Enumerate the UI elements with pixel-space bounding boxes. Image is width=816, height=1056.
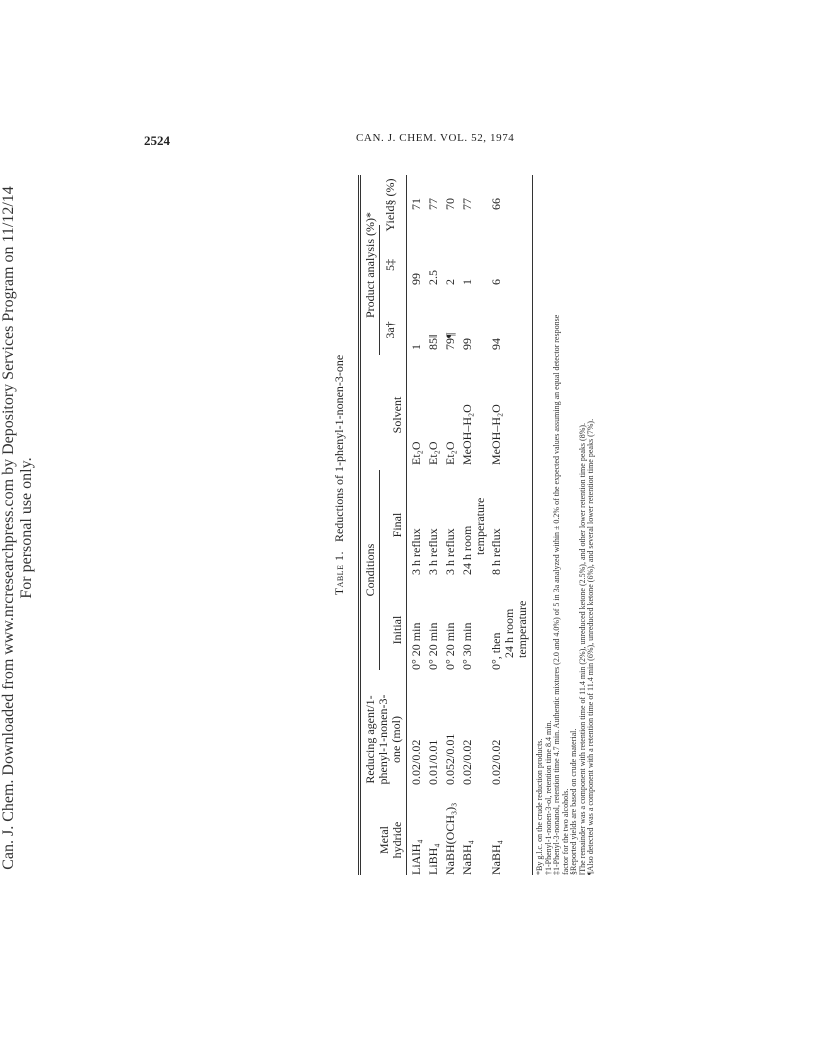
cell-3a: 79¶ bbox=[443, 332, 457, 350]
cell-solvent: MeOH–H₂O bbox=[460, 404, 474, 465]
cell-yield: 77 bbox=[426, 198, 440, 210]
footnote: *By g.l.c. on the crude reduction products. bbox=[535, 738, 544, 875]
cell-final: 8 h reflux bbox=[489, 528, 503, 575]
header-3a: 3a† bbox=[383, 321, 397, 339]
header-reducing-agent: Reducing agent/1- phenyl-1-nonen-3- one (mol) bbox=[363, 694, 403, 785]
cell-3a: 85‖ bbox=[426, 334, 440, 350]
cell-ratio: 0.02/0.02 bbox=[460, 739, 474, 785]
running-head: CAN. J. CHEM. VOL. 52, 1974 bbox=[356, 132, 515, 144]
cell-yield: 71 bbox=[409, 198, 423, 210]
watermark-line-2: For personal use only. bbox=[18, 457, 35, 599]
cell-5: 6 bbox=[489, 279, 503, 285]
cell-ratio: 0.02/0.02 bbox=[489, 739, 503, 785]
table-caption bbox=[332, 75, 347, 875]
table-label: Table 1. bbox=[332, 551, 346, 596]
cell-3a: 1 bbox=[409, 344, 423, 350]
header-metal-hydride: Metal hydride bbox=[377, 821, 404, 859]
footnote: §Reported yields are based on crude material. bbox=[569, 728, 578, 875]
footnote: ¶Also detected was a component with a retention time of 11.4 min (6%), unreduced ketone (6%), and several lower retention time peaks (7%). bbox=[586, 418, 595, 875]
cell-final: 24 h room temperature bbox=[460, 497, 487, 575]
header-final: Final bbox=[390, 512, 404, 538]
cell-solvent: Et₂O bbox=[409, 441, 423, 465]
table-title: Reductions of 1-phenyl-1-nonen-3-one bbox=[332, 354, 346, 543]
download-watermark bbox=[0, 0, 70, 1056]
header-initial: Initial bbox=[390, 615, 404, 645]
product-rule bbox=[379, 225, 380, 355]
footnote: ‖The remainder was a component with retention time of 11.4 min (2%), unreduced ketone (2.5%), and other lower retention time peaks (8%). bbox=[577, 422, 587, 875]
cell-3a: 99 bbox=[460, 338, 474, 350]
header-yield: Yield§ (%) bbox=[383, 178, 397, 232]
cell-initial: 0° 20 min bbox=[409, 622, 423, 670]
top-rule bbox=[358, 175, 361, 875]
cell-hydride: LiAlH₄ bbox=[409, 839, 423, 875]
cell-3a: 94 bbox=[489, 338, 503, 350]
header-conditions: Conditions bbox=[363, 543, 377, 597]
cell-initial: 0° 20 min bbox=[426, 622, 440, 670]
cell-ratio: 0.01/0.01 bbox=[426, 739, 440, 785]
table-footnotes bbox=[536, 175, 596, 875]
cell-hydride: NaBH(OCH₃)₃ bbox=[443, 802, 457, 875]
table-block bbox=[330, 75, 595, 875]
cell-5: 99 bbox=[409, 273, 423, 285]
cell-solvent: MeOH–H₂O bbox=[489, 404, 503, 465]
header-product-analysis: Product analysis (%)* bbox=[363, 212, 377, 318]
footnote: †1-Phenyl-1-nonen-3-ol, retention time 8.4 min. bbox=[543, 720, 553, 875]
header-bottom-rule bbox=[406, 175, 407, 875]
cell-final: 3 h reflux bbox=[443, 528, 457, 575]
header-solvent: Solvent bbox=[390, 396, 404, 434]
page-number: 2524 bbox=[144, 133, 170, 148]
footnote: factor for the two alcohols. bbox=[560, 788, 570, 875]
cell-5: 2 bbox=[443, 279, 457, 285]
table-bottom-rule bbox=[532, 175, 533, 875]
cell-initial: 0° 20 min bbox=[443, 622, 457, 670]
cell-yield: 66 bbox=[489, 198, 503, 210]
cell-yield: 77 bbox=[460, 198, 474, 210]
cell-hydride: LiBH₄ bbox=[426, 843, 440, 875]
cell-initial: 0° 30 min bbox=[460, 622, 474, 670]
cell-initial: 0°, then 24 h room temperature bbox=[489, 600, 529, 670]
cell-hydride: NaBH₄ bbox=[489, 840, 503, 875]
cell-hydride: NaBH₄ bbox=[460, 840, 474, 875]
cell-final: 3 h reflux bbox=[409, 528, 423, 575]
cell-ratio: 0.052/0.01 bbox=[443, 733, 457, 785]
cell-final: 3 h reflux bbox=[426, 528, 440, 575]
cell-yield: 70 bbox=[443, 198, 457, 210]
conditions-rule bbox=[379, 470, 380, 670]
cell-5: 2.5 bbox=[426, 270, 440, 285]
footnote: ‡1-Phenyl-3-nonanol, retention time 4.7 min. Authentic mixtures (2.0 and 4.0%) of 5 in 3a analyzed within ± 0.2% of the expected values assuming an equal detector response bbox=[552, 314, 561, 875]
cell-ratio: 0.02/0.02 bbox=[409, 739, 423, 785]
cell-5: 1 bbox=[460, 279, 474, 285]
header-5: 5‡ bbox=[383, 259, 397, 271]
watermark-line-1: Can. J. Chem. Downloaded from www.nrcresearchpress.com by Depository Services Program on 11/12/14 bbox=[0, 186, 17, 870]
cell-solvent: Et₂O bbox=[443, 441, 457, 465]
cell-solvent: Et₂O bbox=[426, 441, 440, 465]
